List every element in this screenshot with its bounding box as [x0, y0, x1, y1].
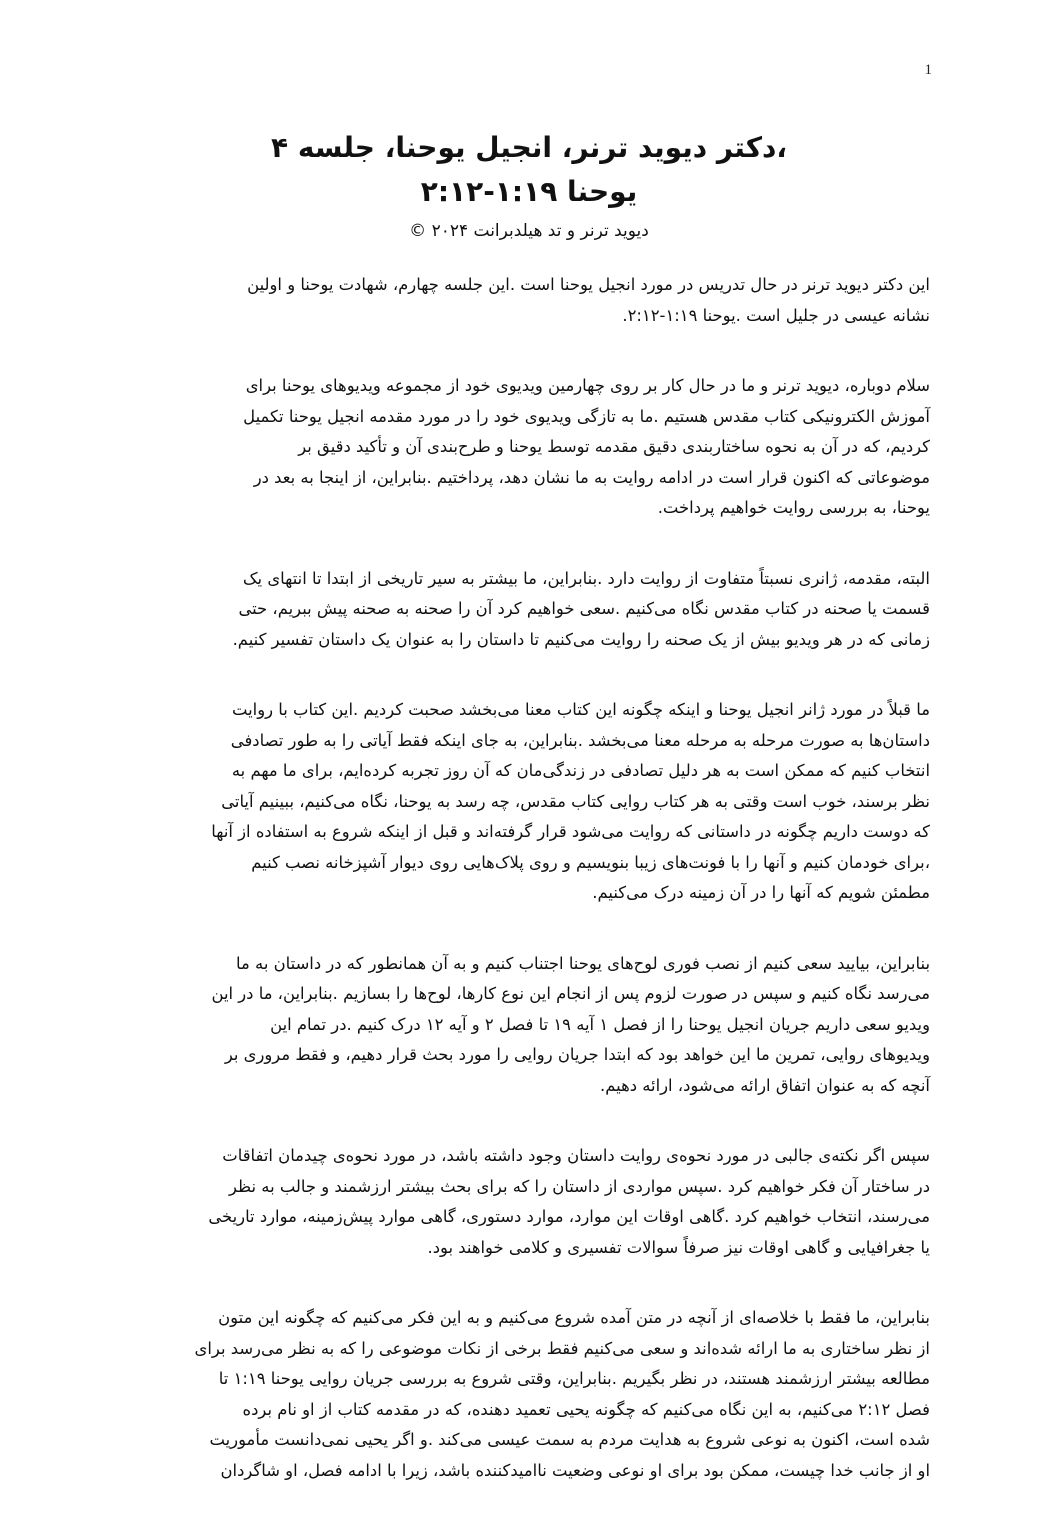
paragraph	[128, 1303, 930, 1486]
paragraph	[128, 564, 930, 656]
paragraph	[128, 371, 930, 524]
paragraph-line: سپس اگر نکته‌ی جالبی در مورد نحوه‌ی روایت داستان وجود داشته باشد، در مورد نحوه‌ی چیدمان اتفاقات	[222, 1146, 930, 1165]
document-subtitle: یوحنا ۱:۱۹-۲:۱۲	[420, 175, 638, 208]
paragraph-line: می‌رسند، انتخاب خواهیم کرد .گاهی اوقات این موارد، موارد دستوری، گاهی موارد پیش‌زمینه، موارد تاریخی	[208, 1207, 930, 1226]
paragraph-line: ویدیوهای روایی، تمرین ما این خواهد بود که ابتدا جریان روایی را مورد بحث قرار دهیم، و فقط مروری بر	[224, 1045, 930, 1064]
paragraph-line: از نظر ساختاری به ما ارائه شده‌اند و سعی می‌کنیم فقط برخی از نکات موضوعی را که به نظر می‌رسد برای	[194, 1338, 930, 1358]
paragraph	[128, 695, 930, 909]
paragraph-line: نشانه عیسی در جلیل است .یوحنا ۱:۱۹-۲:۱۲.	[622, 305, 930, 325]
title-block	[120, 126, 938, 246]
paragraph-line: نظر برسند، خوب است وقتی به هر کتاب روایی کتاب مقدس، چه رسد به یوحنا، نگاه می‌کنیم، ببینیم آیاتی	[221, 791, 930, 811]
paragraph	[128, 270, 930, 331]
paragraph-line: زمانی که در هر ویدیو بیش از یک صحنه را روایت می‌کنیم تا داستان را به عنوان یک داستان تفسیر کنیم.	[232, 629, 930, 649]
document-title: ،دکتر دیوید ترنر، انجیل یوحنا، جلسه ۴	[271, 131, 787, 164]
paragraph-line: که دوست داریم چگونه در داستانی که روایت می‌شود قرار گرفته‌اند و قبل از اینکه شروع به استفاده از آنها	[211, 822, 930, 841]
paragraph-line: انتخاب کنیم که ممکن است به هر دلیل تصادفی در زندگی‌مان که آن روز تجربه کرده‌ایم، برای ما مهم به	[231, 761, 930, 780]
paragraph-line: در ساختار آن فکر خواهیم کرد .سپس مواردی از داستان را که برای بحث بیشتر ارزشمند و جالب به نظر	[229, 1176, 930, 1196]
paragraph-line: یوحنا، به بررسی روایت خواهیم پرداخت.	[657, 498, 930, 517]
paragraph-line: البته، مقدمه، ژانری نسبتاً متفاوت از روایت دارد .بنابراین، ما بیشتر به سیر تاریخی از ابتدا تا انتهای یک	[242, 568, 930, 588]
paragraph-line: ما قبلاً در مورد ژانر انجیل یوحنا و اینکه چگونه این کتاب معنا می‌بخشد صحبت کردیم .این کتاب با روایت	[232, 700, 930, 719]
paragraph-line: بنابراین، ما فقط با خلاصه‌ای از آنچه در متن آمده شروع می‌کنیم و به این فکر می‌کنیم که چگونه این متون	[218, 1308, 930, 1327]
paragraph-line: مطالعه بیشتر ارزشمند هستند، در نظر بگیریم .بنابراین، وقتی شروع به بررسی جریان روایی یوحنا ۱:۱۹ تا	[218, 1369, 930, 1388]
page-number: 1	[924, 62, 932, 78]
paragraph-line: می‌رسد نگاه کنیم و سپس در صورت لزوم پس از انجام این نوع کارها، لوح‌ها را بسازیم .بنابراین، ما در این	[211, 984, 930, 1003]
paragraph	[128, 1141, 930, 1263]
paragraph-line: داستان‌ها به صورت مرحله به مرحله معنا می‌بخشد .بنابراین، به جای اینکه فقط آیاتی را به طور تصادفی	[230, 730, 930, 750]
paragraph	[128, 949, 930, 1102]
paragraph-line: این دکتر دیوید ترنر در حال تدریس در مورد انجیل یوحنا است .این جلسه چهارم، شهادت یوحنا و اولین	[247, 275, 930, 294]
paragraph-line: آموزش الکترونیکی کتاب مقدس هستیم .ما به تازگی ویدیوی خود را در مورد مقدمه انجیل یوحنا تکمیل	[243, 406, 930, 426]
paragraph-line: کردیم، که در آن به نحوه ساختاربندی دقیق مقدمه توسط یوحنا و طرح‌بندی آن و تأکید دقیق بر	[298, 437, 930, 456]
paragraph-line: ویدیو سعی داریم جریان انجیل یوحنا را از فصل ۱ آیه ۱۹ تا فصل ۲ و آیه ۱۲ درک کنیم .در تمام این	[270, 1014, 930, 1034]
paragraph-line: مطمئن شویم که آنها را در آن زمینه درک می‌کنیم.	[592, 883, 930, 902]
document-body	[128, 270, 930, 1526]
paragraph-line: قسمت یا صحنه در کتاب مقدس نگاه می‌کنیم .سعی خواهیم کرد آن را صحنه به صحنه پیش ببریم، حتی	[238, 599, 930, 618]
paragraph-line: سلام دوباره، دیوید ترنر و ما در حال کار بر روی چهارمین ویدیوی خود از مجموعه ویدیوهای یوحنا برای	[245, 376, 930, 395]
paragraph-line: یا جغرافیایی و گاهی اوقات نیز صرفاً سوالات تفسیری و کلامی خواهند بود.	[427, 1237, 930, 1257]
paragraph-line: ،برای خودمان کنیم و آنها را با فونت‌های زیبا بنویسیم و روی پلاک‌هایی روی دیوار آشپزخانه نصب کنیم	[251, 852, 930, 872]
paragraph-line: بنابراین، بیایید سعی کنیم از نصب فوری لوح‌های یوحنا اجتناب کنیم و به آن همانطور که در داستان به ما	[236, 953, 930, 973]
paragraph-line: فصل ۲:۱۲ می‌کنیم، به این نگاه می‌کنیم که چگونه یحیی تعمید دهنده، که در مقدمه کتاب از او نام برده	[242, 1399, 930, 1419]
paragraph-line: موضوعاتی که اکنون قرار است در ادامه روایت به ما نشان دهد، پرداختیم .بنابراین، از اینجا به بعد در	[253, 467, 930, 487]
paragraph-line: شده است، اکنون به نوعی شروع به هدایت مردم به سمت عیسی می‌کند .و اگر یحیی نمی‌دانست مأموریت	[209, 1430, 930, 1449]
paragraph-line: او از جانب خدا چیست، ممکن بود برای او نوعی وضعیت ناامیدکننده باشد، زیرا با ادامه فصل، او شاگردان	[220, 1460, 930, 1480]
author-copyright: دیوید ترنر و تد هیلدبرانت ۲۰۲۴ ©	[409, 221, 649, 241]
paragraph-line: آنچه که به عنوان اتفاق ارائه می‌شود، ارائه دهیم.	[600, 1075, 930, 1095]
